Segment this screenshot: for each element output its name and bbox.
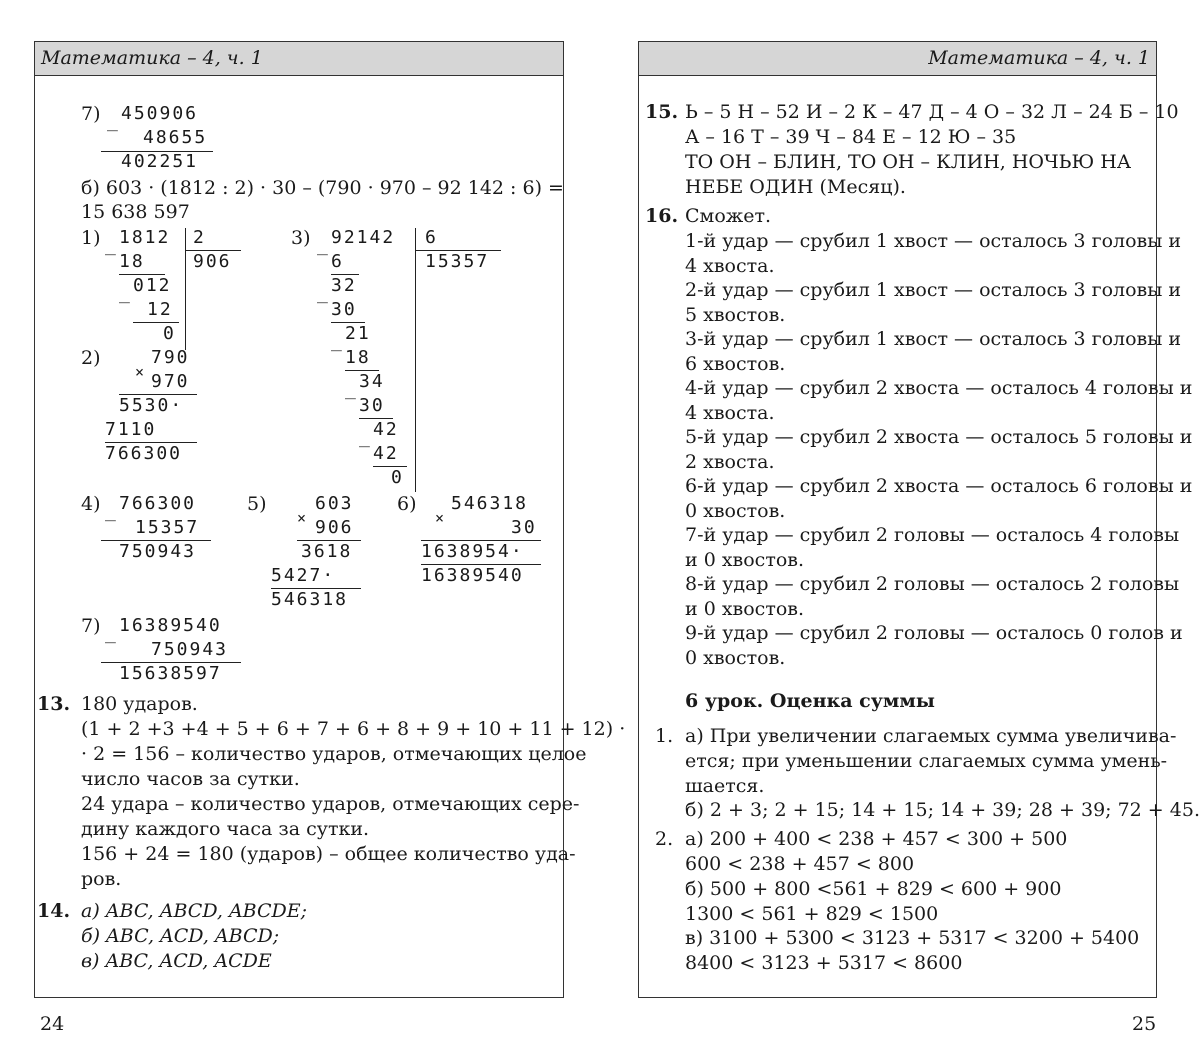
- question-2-line: б) 500 + 800 <561 + 829 < 600 + 900: [685, 878, 1062, 900]
- sub7b-minuend: 16389540: [119, 615, 222, 636]
- div3-remainder: 34: [359, 371, 385, 392]
- mul5-partial: 3618: [301, 541, 353, 562]
- problem-16-line: 0 хвостов.: [685, 647, 786, 669]
- sub4-label: 4): [81, 493, 101, 515]
- right-running-header: Математика – 4, ч. 1: [639, 42, 1156, 76]
- div1-step: 18: [119, 251, 145, 272]
- problem-15-line: Ь – 5 Н – 52 И – 2 К – 47 Д – 4 О – 32 Л – 24 Б – 10: [685, 101, 1179, 123]
- div3-step: 42: [373, 443, 399, 464]
- problem-15-line: А – 16 Т – 39 Ч – 84 Е – 12 Ю – 35: [685, 126, 1017, 148]
- div3-step: 6: [331, 251, 344, 272]
- div1-divisor: 2: [193, 227, 206, 248]
- problem-16-line: 1-й удар — срубил 1 хвост — осталось 3 головы и: [685, 230, 1182, 252]
- div3-quotient: 15357: [425, 251, 490, 272]
- mul5-multiplier: 906: [315, 517, 354, 538]
- problem-13-line: дину каждого часа за сутки.: [81, 818, 370, 840]
- expression-b: б) 603 · (1812 : 2) · 30 – (790 · 970 – 92 142 : 6) =: [81, 177, 564, 199]
- div3-step: 30: [331, 299, 357, 320]
- mul5-partial: 5427·: [271, 565, 336, 586]
- minus-sign: _: [105, 501, 118, 522]
- problem-14-number: 14.: [37, 900, 71, 922]
- question-1-line: а) При увеличении слагаемых сумма увеличива-: [685, 725, 1177, 747]
- minus-sign: _: [105, 623, 118, 644]
- problem-16-line: 5-й удар — срубил 2 хвоста — осталось 5 головы и: [685, 426, 1193, 448]
- mul2-label: 2): [81, 347, 101, 369]
- problem-16-line: 0 хвостов.: [685, 500, 786, 522]
- division-bar: [185, 228, 186, 350]
- sub4-subtrahend: 15357: [135, 517, 200, 538]
- div1-remainder: 0: [163, 323, 176, 344]
- problem-16-line: 2-й удар — срубил 1 хвост — осталось 3 головы и: [685, 279, 1182, 301]
- question-2-line: 8400 < 3123 + 5317 < 8600: [685, 952, 963, 974]
- sub7-subtrahend: 48655: [143, 127, 208, 148]
- minus-sign: _: [359, 427, 372, 448]
- times-sign: ×: [297, 509, 309, 527]
- sub4-result: 750943: [119, 541, 197, 562]
- problem-16-line: 4-й удар — срубил 2 хвоста — осталось 4 головы и: [685, 377, 1193, 399]
- problem-16-line: и 0 хвостов.: [685, 549, 805, 571]
- question-2-line: а) 200 + 400 < 238 + 457 < 300 + 500: [685, 828, 1068, 850]
- right-page: [638, 41, 1200, 998]
- question-1-line: шается.: [685, 775, 765, 797]
- mul6-multiplier: 30: [511, 517, 537, 538]
- problem-15-number: 15.: [645, 101, 679, 123]
- sub7-label: 7): [81, 103, 101, 125]
- question-1-line: б) 2 + 3; 2 + 15; 14 + 15; 14 + 39; 28 + 39; 72 + 45.: [685, 799, 1200, 821]
- problem-14-answer-c: в) ABC, ACD, ACDE: [81, 950, 272, 972]
- div3-dividend: 92142: [331, 227, 396, 248]
- mul2-multiplicand: 790: [151, 347, 190, 368]
- sub7-result: 402251: [121, 151, 199, 172]
- div1-label: 1): [81, 227, 101, 249]
- question-2-line: 1300 < 561 + 829 < 1500: [685, 903, 939, 925]
- sub7b-result: 15638597: [119, 663, 222, 684]
- div1-step: 12: [147, 299, 173, 320]
- question-2-number: 2.: [655, 828, 674, 850]
- minus-sign: _: [119, 283, 132, 304]
- div3-step: 18: [345, 347, 371, 368]
- problem-14-answer-b: б) ABC, ACD, ABCD;: [81, 925, 280, 947]
- problem-16-line: 6-й удар — срубил 2 хвоста — осталось 6 головы и: [685, 475, 1193, 497]
- sub4-minuend: 766300: [119, 493, 197, 514]
- division-bar: [415, 228, 416, 492]
- mul5-product: 546318: [271, 589, 349, 610]
- expression-b-result: 15 638 597: [81, 201, 190, 223]
- sub7-minuend: 450906: [121, 103, 199, 124]
- problem-16-line: и 0 хвостов.: [685, 598, 805, 620]
- minus-sign: _: [345, 379, 358, 400]
- problem-13-line: 156 + 24 = 180 (ударов) – общее количество уда-: [81, 843, 576, 865]
- problem-15-line: ТО ОН – БЛИН, ТО ОН – КЛИН, НОЧЬЮ НА: [685, 151, 1132, 173]
- left-page: [34, 41, 626, 998]
- problem-16-line: 2 хвоста.: [685, 451, 775, 473]
- problem-15-line: НЕБЕ ОДИН (Месяц).: [685, 176, 906, 198]
- problem-16-line: 6 хвостов.: [685, 353, 786, 375]
- problem-13-line: 24 удара – количество ударов, отмечающих сере-: [81, 793, 580, 815]
- mul2-product: 766300: [105, 443, 183, 464]
- problem-16-line: 5 хвостов.: [685, 304, 786, 326]
- question-2-line: в) 3100 + 5300 < 3123 + 5317 < 3200 + 5400: [685, 927, 1140, 949]
- page-number-left: 24: [40, 1013, 65, 1035]
- sub7b-label: 7): [81, 615, 101, 637]
- problem-16-line: 4 хвоста.: [685, 255, 775, 277]
- problem-16-line: 4 хвоста.: [685, 402, 775, 424]
- problem-13-line: (1 + 2 +3 +4 + 5 + 6 + 7 + 6 + 8 + 9 + 10 + 11 + 12) ·: [81, 718, 626, 740]
- problem-14-answer-a: а) ABC, ABCD, ABCDE;: [81, 900, 308, 922]
- minus-sign: _: [317, 235, 330, 256]
- sub7b-subtrahend: 750943: [151, 639, 229, 660]
- mul6-product: 16389540: [421, 565, 524, 586]
- problem-16-line: 8-й удар — срубил 2 головы — осталось 2 головы: [685, 573, 1180, 595]
- problem-16-line: 3-й удар — срубил 1 хвост — осталось 3 головы и: [685, 328, 1182, 350]
- problem-16-line: 7-й удар — срубил 2 головы — осталось 4 головы: [685, 524, 1180, 546]
- question-1-line: ется; при уменьшении слагаемых сумма умень-: [685, 750, 1168, 772]
- lesson-heading: 6 урок. Оценка суммы: [685, 690, 935, 712]
- div3-label: 3): [291, 227, 311, 249]
- minus-sign: _: [105, 235, 118, 256]
- left-running-header: Математика – 4, ч. 1: [35, 42, 563, 76]
- mul5-multiplicand: 603: [315, 493, 354, 514]
- problem-13-line: число часов за сутки.: [81, 768, 300, 790]
- problem-16-line: Сможет.: [685, 205, 772, 227]
- question-1-number: 1.: [655, 725, 674, 747]
- mul6-multiplicand: 546318: [451, 493, 529, 514]
- mul5-label: 5): [247, 493, 267, 515]
- div3-divisor: 6: [425, 227, 438, 248]
- mul6-label: 6): [397, 493, 417, 515]
- div3-remainder: 21: [345, 323, 371, 344]
- problem-16-line: 9-й удар — срубил 2 головы — осталось 0 голов и: [685, 622, 1183, 644]
- question-2-line: 600 < 238 + 457 < 800: [685, 853, 915, 875]
- times-sign: ×: [135, 363, 147, 381]
- mul2-partial: 5530·: [119, 395, 184, 416]
- problem-13-line: 180 ударов.: [81, 693, 198, 715]
- minus-sign: _: [317, 283, 330, 304]
- page-number-right: 25: [1132, 1013, 1157, 1035]
- div3-remainder: 0: [391, 467, 404, 488]
- problem-13-line: ров.: [81, 868, 122, 890]
- div1-quotient: 906: [193, 251, 232, 272]
- div3-step: 30: [359, 395, 385, 416]
- div1-dividend: 1812: [119, 227, 171, 248]
- mul2-multiplier: 970: [151, 371, 190, 392]
- problem-16-number: 16.: [645, 205, 679, 227]
- problem-13-number: 13.: [37, 693, 71, 715]
- mul2-partial: 7110: [105, 419, 157, 440]
- mul6-partial: 1638954·: [421, 541, 524, 562]
- times-sign: ×: [435, 509, 447, 527]
- div1-remainder: 012: [133, 275, 172, 296]
- minus-sign: _: [331, 331, 344, 352]
- div3-remainder: 32: [331, 275, 357, 296]
- minus-sign: _: [107, 111, 120, 132]
- div3-remainder: 42: [373, 419, 399, 440]
- problem-13-line: · 2 = 156 – количество ударов, отмечающих целое: [81, 743, 587, 765]
